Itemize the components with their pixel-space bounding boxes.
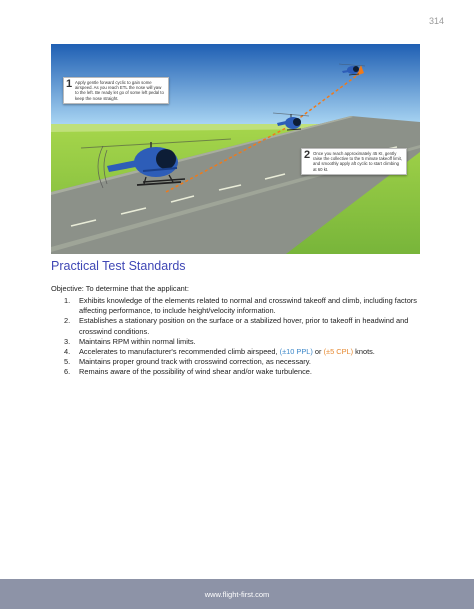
footer-bar [0, 579, 474, 609]
ppl-tolerance: (±10 PPL) [279, 347, 313, 357]
callout-1-text: Apply gentle forward cyclic to gain some airspeed. As you reach ETL the nose will yaw to the left. Be ready let go of some left pedal to keep the nose straight. [75, 80, 164, 101]
item-text: Exhibits knowledge of the elements related to normal and crosswind takeoff and climb, including factors affecting performance, to include height/velocity information. [79, 296, 417, 316]
cpl-tolerance: (±5 CPL) [323, 347, 354, 357]
footer-url[interactable]: www.flight-first.com [204, 589, 270, 599]
section-title: Practical Test Standards [51, 259, 186, 273]
item-number: 1. [64, 296, 71, 305]
item-number: 6. [64, 367, 71, 377]
list-item [51, 367, 431, 377]
item-text-after: knots. [353, 347, 375, 357]
item-number: 2. [64, 316, 71, 326]
list-item [51, 296, 431, 316]
item-text: Maintains RPM within normal limits. [79, 336, 196, 346]
item-text-mid: or [312, 347, 324, 357]
item-number: 4. [64, 347, 71, 357]
callout-step-2 [301, 148, 407, 175]
callout-2-text: Once you reach approximately 45 KI, gently raise the collective to the 5 minute takeoff limit, and smoothly apply aft cyclic to start climbing at 60 kt. [313, 151, 403, 172]
item-text-before: Accelerates to manufacturer's recommended climb airspeed, [79, 347, 280, 357]
list-item [51, 337, 431, 347]
item-text: Maintains proper ground track with crosswind correction, as necessary. [79, 357, 311, 367]
objective-text: Objective: To determine that the applicant: [51, 284, 189, 293]
callout-2-number: 2 [304, 149, 311, 161]
list-item [51, 347, 431, 357]
standards-list [51, 296, 431, 378]
item-text: Establishes a stationary position on the surface or a stabilized hover, prior to takeoff in headwind and crosswind conditions. [79, 316, 409, 336]
item-number: 3. [64, 336, 71, 346]
callout-1-number: 1 [66, 78, 73, 90]
item-number: 5. [64, 357, 71, 367]
list-item [51, 357, 431, 367]
callout-step-1 [63, 77, 169, 104]
item-text: Remains aware of the possibility of wind shear and/or wake turbulence. [79, 367, 312, 377]
list-item [51, 316, 431, 336]
page-number: 314 [428, 16, 444, 26]
takeoff-illustration [51, 44, 420, 254]
